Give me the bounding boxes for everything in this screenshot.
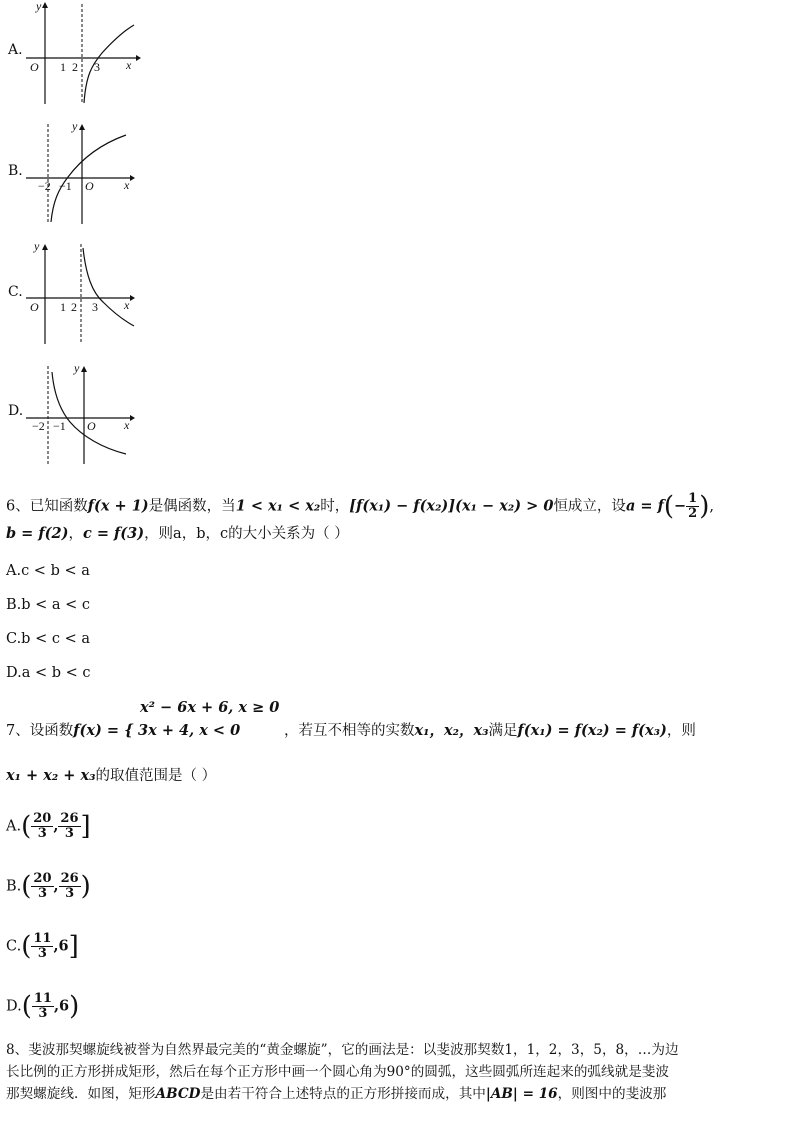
tick-label: 2 [72, 60, 78, 74]
q6-stem-line1: 6、已知函数f(x + 1)是偶函数，当1 < x₁ < x₂时，[f(x₁) − f(x₂)](x₁ − x₂) > 0恒成立，设a = f(− $\frac{1}{2}$ ), [6, 491, 714, 522]
math: [f(x₁) − f(x₂)](x₁ − x₂) > 0 [349, 497, 554, 515]
y-axis-label: y [34, 240, 40, 253]
tick-label: 3 [94, 60, 100, 74]
math: |AB| = 16 [485, 1086, 558, 1102]
origin-label: O [30, 60, 39, 74]
tick-label: −2 [38, 179, 51, 193]
q7-piece-2: 3x + 4, x < 0 [138, 722, 241, 739]
math: x₁ + x₂ + x₃ [6, 767, 96, 784]
y-axis-label: y [74, 362, 80, 375]
math: ABCD [155, 1086, 201, 1102]
math: 1 < x₁ < x₂ [235, 497, 321, 515]
option-b-label: B. [8, 163, 23, 179]
origin-label: O [30, 300, 39, 314]
graph-option-d [26, 362, 141, 468]
x-axis-label: x [124, 418, 130, 432]
graph-option-b [26, 120, 141, 226]
tick-label: 1 [60, 60, 66, 74]
origin-label: O [87, 419, 96, 433]
q7-option-b: B.( $\frac{20}{3}$ , $\frac{26}{3}$ ) [6, 871, 91, 902]
q8-stem-line1: 8、斐波那契螺旋线被誉为自然界最完美的“黄金螺旋”，它的画法是：以斐波那契数1，1，2，3，5，8，…为边 [6, 1042, 679, 1058]
x-axis-label: x [124, 178, 130, 192]
option-d-label: D. [8, 403, 24, 419]
q7-stem-line2: x₁ + x₂ + x₃的取值范围是（ ） [6, 767, 217, 784]
tick-label: 3 [92, 300, 98, 314]
origin-label: O [85, 179, 94, 193]
q6-option-d: D.a < b < c [6, 665, 91, 681]
q7-stem-line1-right: ，若互不相等的实数x₁，x₂，x₃满足f(x₁) = f(x₂) = f(x₃)，则 [284, 722, 696, 739]
y-axis-label: y [72, 120, 78, 133]
q7-piece-1: x² − 6x + 6, x ≥ 0 [140, 699, 280, 716]
q6-stem-line2: b = f(2)，c = f(3)，则a，b，c的大小关系为（ ） [6, 525, 349, 542]
fraction: $\frac{1}{2}$ [688, 491, 698, 521]
math: x₁，x₂，x₃ [414, 722, 489, 739]
option-a-label: A. [8, 42, 23, 58]
x-axis-label: x [126, 58, 132, 72]
tick-label: −1 [59, 179, 72, 193]
option-c-label: C. [8, 284, 23, 300]
tick-label: 2 [71, 300, 77, 314]
math: b = f(2) [6, 525, 69, 542]
tick-label: −2 [32, 419, 45, 433]
math: f(x + 1) [87, 497, 149, 515]
tick-label: 1 [60, 300, 66, 314]
q7-option-c: C.( $\frac{11}{3}$ ,6] [6, 931, 79, 962]
graph-option-c [26, 240, 141, 346]
q6-option-b: B.b < a < c [6, 597, 91, 613]
q7-option-d: D.( $\frac{11}{3}$ ,6) [6, 991, 80, 1022]
q8-stem-line2: 长比例的正方形拼成矩形，然后在每个正方形中画一个圆心角为90°的圆弧，这些圆弧所连起来的弧线就是斐波 [6, 1064, 669, 1080]
q8-stem-line3: 那契螺旋线．如图，矩形ABCD是由若干符合上述特点的正方形拼接而成，其中|AB| = 16，则图中的斐波那 [6, 1086, 667, 1102]
math: a = f [625, 497, 664, 515]
math: f(x) = { [73, 722, 134, 739]
q6-option-c: C.b < c < a [6, 631, 90, 647]
graph-option-a [26, 0, 141, 106]
math: c = f(3) [82, 525, 145, 542]
q7-stem-line1: 7、设函数f(x) = { 3x + 4, x < 0 [6, 722, 241, 739]
y-axis-label: y [36, 0, 42, 13]
q6-option-a: A.c < b < a [6, 563, 90, 579]
math: f(x₁) = f(x₂) = f(x₃) [517, 722, 667, 739]
q7-option-a: A.( $\frac{20}{3}$ , $\frac{26}{3}$ ] [6, 811, 91, 842]
x-axis-label: x [124, 298, 130, 312]
tick-label: −1 [53, 419, 66, 433]
